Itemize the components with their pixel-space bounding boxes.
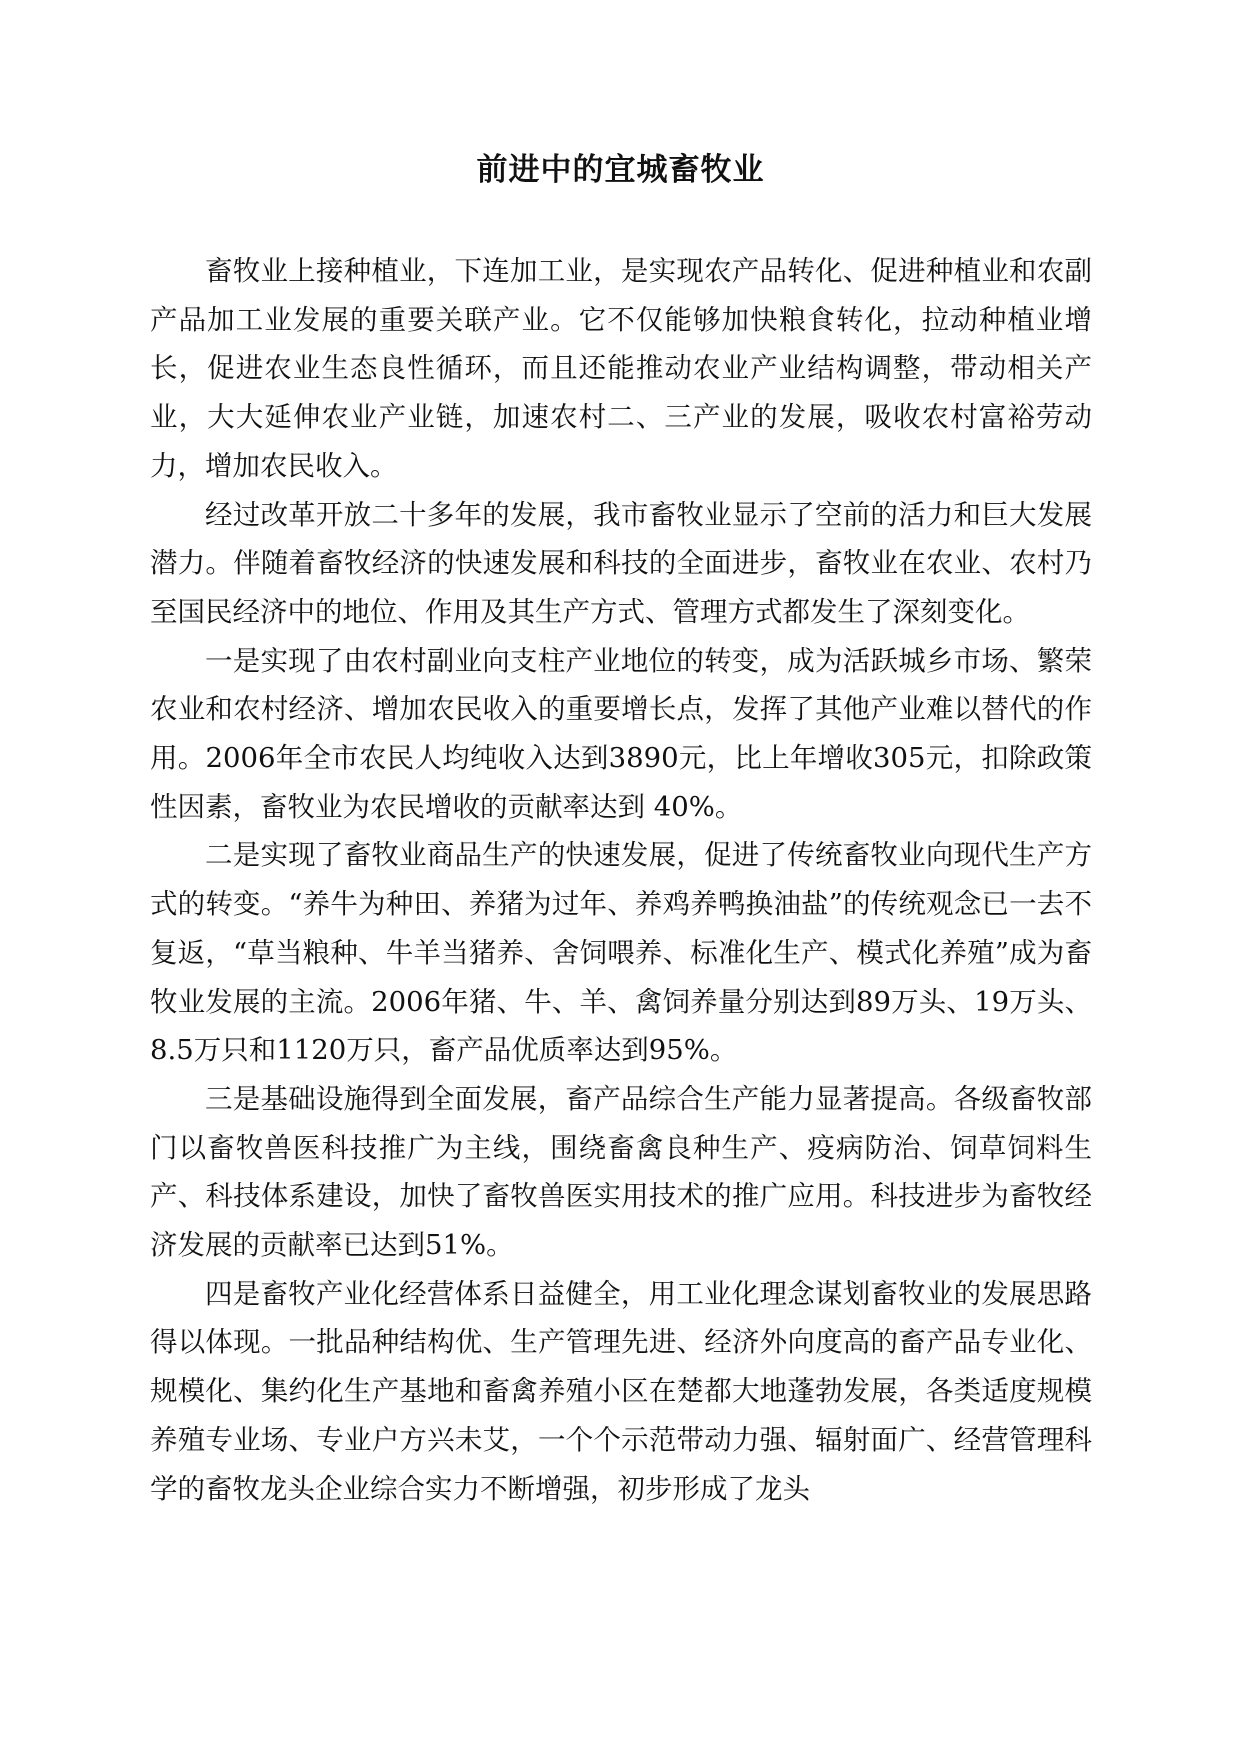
paragraph-point-two: 二是实现了畜牧业商品生产的快速发展，促进了传统畜牧业向现代生产方式的转变。“养牛为种田、养猪为过年、养鸡养鸭换油盐”的传统观念已一去不复返，“草当粮种、牛羊当猪养、舍饲喂养、标准化生产、模式化养殖”成为畜牧业发展的主流。2006年猪、牛、羊、禽饲养量分别达到89万头、19万头、8.5万只和1120万只，畜产品优质率达到95%。 xyxy=(150,839,1092,1067)
paragraph-point-one: 一是实现了由农村副业向支柱产业地位的转变，成为活跃城乡市场、繁荣农业和农村经济、增加农民收入的重要增长点，发挥了其他产业难以替代的作用。2006年全市农民人均纯收入达到3890元，比上年增收305元，扣除政策性因素，畜牧业为农民增收的贡献率达到 40%。 xyxy=(150,644,1092,823)
paragraph-development: 经过改革开放二十多年的发展，我市畜牧业显示了空前的活力和巨大发展潜力。伴随着畜牧经济的快速发展和科技的全面进步，畜牧业在农业、农村乃至国民经济中的地位、作用及其生产方式、管理方式都发生了深刻变化。 xyxy=(150,498,1092,628)
paragraph-point-three: 三是基础设施得到全面发展，畜产品综合生产能力显著提高。各级畜牧部门以畜牧兽医科技推广为主线，围绕畜禽良种生产、疫病防治、饲草饲料生产、科技体系建设，加快了畜牧兽医实用技术的推广应用。科技进步为畜牧经济发展的贡献率已达到51%。 xyxy=(150,1082,1092,1262)
paragraph-point-four: 四是畜牧产业化经营体系日益健全，用工业化理念谋划畜牧业的发展思路得以体现。一批品种结构优、生产管理先进、经济外向度高的畜产品专业化、规模化、集约化生产基地和畜禽养殖小区在楚都大地蓬勃发展，各类适度规模养殖专业场、专业户方兴未艾，一个个示范带动力强、辐射面广、经营管理科学的畜牧龙头企业综合实力不断增强，初步形成了龙头 xyxy=(150,1277,1092,1505)
document-title: 前进中的宜城畜牧业 xyxy=(476,152,765,188)
document-body xyxy=(150,247,1092,1513)
paragraph-intro: 畜牧业上接种植业，下连加工业，是实现农产品转化、促进种植业和农副产品加工业发展的重要关联产业。它不仅能够加快粮食转化，拉动种植业增长，促进农业生态良性循环，而且还能推动农业产业结构调整，带动相关产业，大大延伸农业产业链，加速农村二、三产业的发展，吸收农村富裕劳动力，增加农民收入。 xyxy=(150,255,1092,482)
